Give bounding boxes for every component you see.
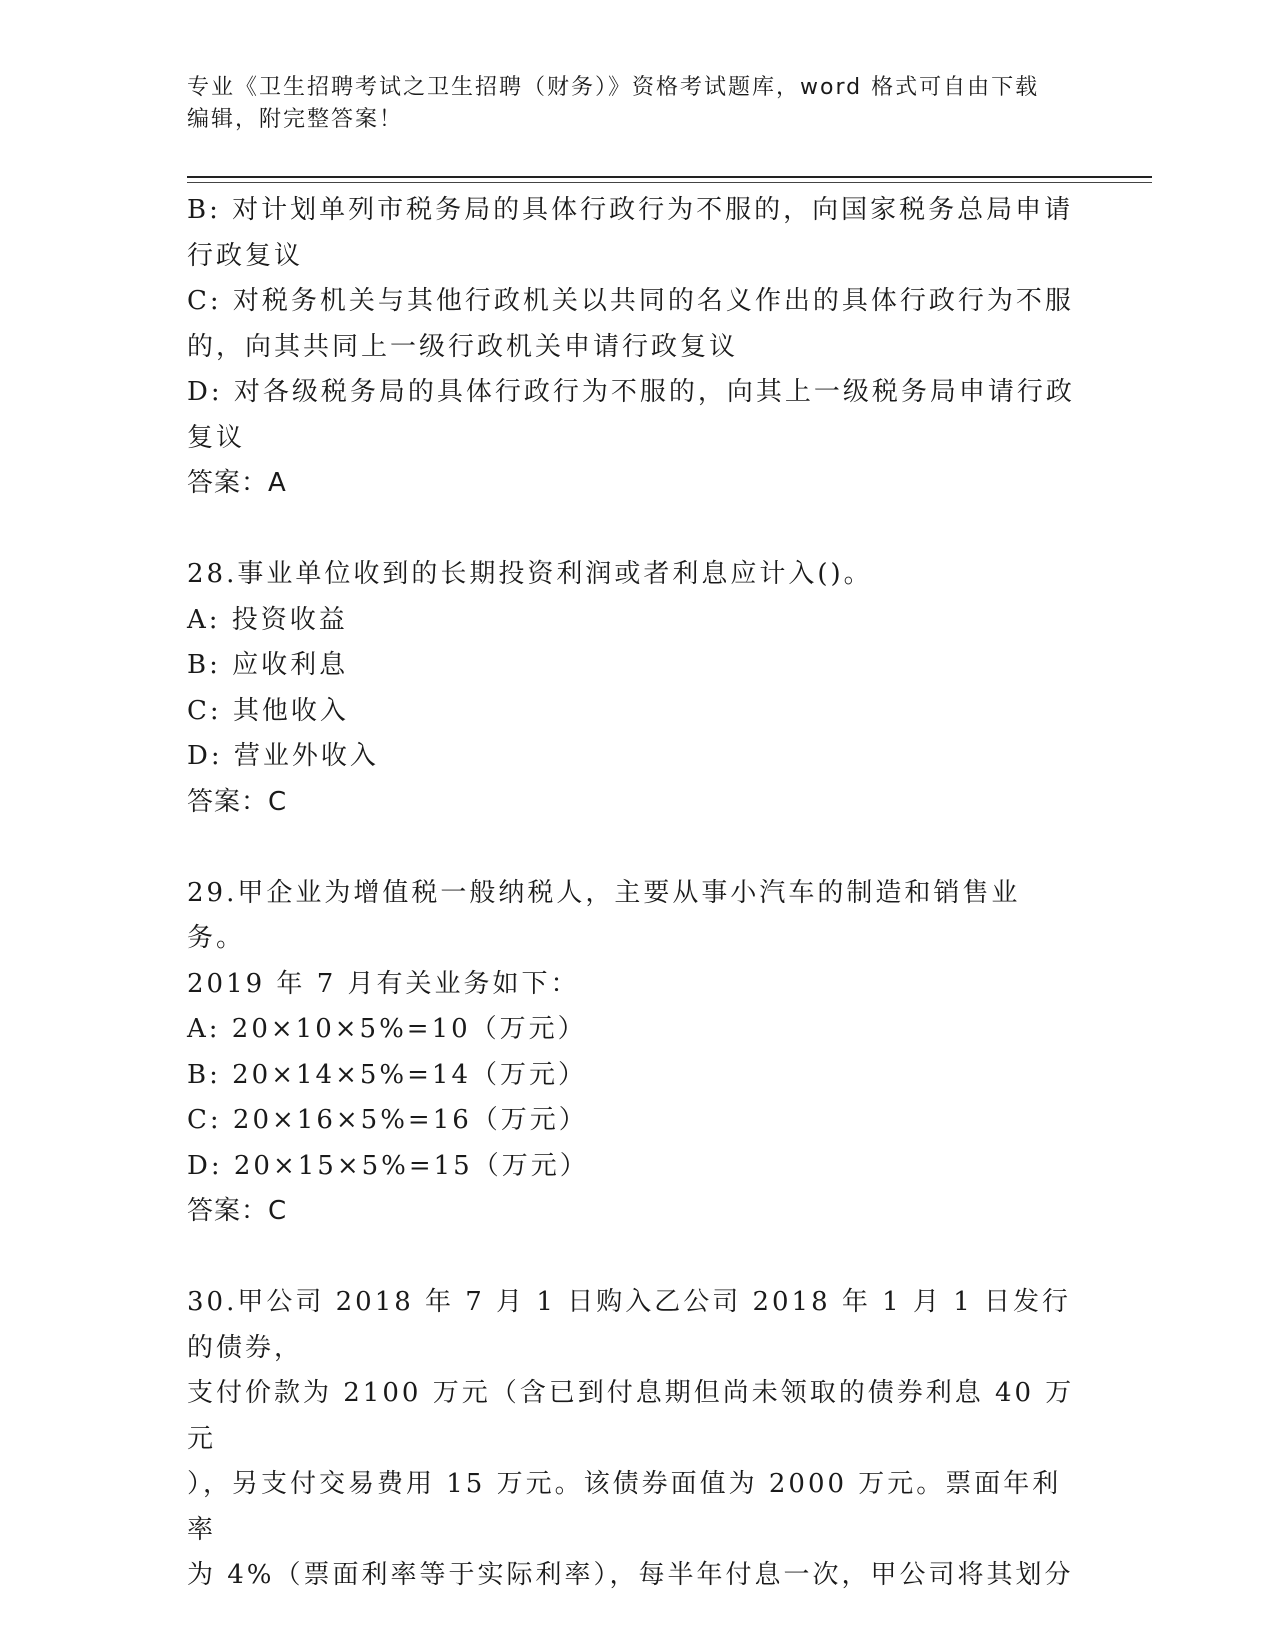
q30-line-2: 支付价款为 2100 万元（含已到付息期但尚未领取的债券利息 40 万元 <box>187 1378 1075 1454</box>
q27-option-c-line-2: 的，向其共同上一级行政机关申请行政复议 <box>187 331 739 362</box>
q28-option-d: D: 营业外收入 <box>187 741 379 771</box>
spacer <box>187 507 1077 553</box>
q27-option-b-line-2: 行政复议 <box>187 240 304 271</box>
q28-answer: 答案：C <box>187 786 288 817</box>
header-line-1: 专业《卫生招聘考试之卫生招聘（财务）》资格考试题库，word 格式可自由下载 <box>187 75 1040 100</box>
q29-question-line-1: 29.甲企业为增值税一般纳税人，主要从事小汽车的制造和销售业务。 <box>187 877 1021 953</box>
q27-option-c-line-1: C: 对税务机关与其他行政机关以共同的名义作出的具体行政行为不服 <box>187 286 1074 316</box>
q30-line-3: ），另支付交易费用 15 万元。该债券面值为 2000 万元。票面年利率 <box>187 1469 1062 1545</box>
header-line-2: 编辑，附完整答案！ <box>187 107 404 132</box>
spacer <box>187 1235 1077 1281</box>
header-divider-thick <box>187 176 1152 178</box>
q27-option-d-line-1: D: 对各级税务局的具体行政行为不服的，向其上一级税务局申请行政 <box>187 377 1075 407</box>
question-27-continuation <box>187 188 1077 507</box>
q27-option-b-line-1: B: 对计划单列市税务局的具体行政行为不服的，向国家税务总局申请 <box>187 195 1074 225</box>
q27-answer: 答案：A <box>187 468 287 498</box>
question-29 <box>187 871 1077 1235</box>
q29-answer: 答案：C <box>187 1196 288 1226</box>
question-30 <box>187 1280 1077 1599</box>
q28-option-b: B: 应收利息 <box>187 650 349 680</box>
document-body <box>187 188 1077 1599</box>
q29-question-line-2: 2019 年 7 月有关业务如下： <box>187 968 580 999</box>
q27-option-d-line-2: 复议 <box>187 422 246 453</box>
header-divider-thin <box>187 182 1152 183</box>
q29-option-a: A: 20×10×5%=10（万元） <box>187 1014 587 1044</box>
q29-option-b: B: 20×14×5%=14（万元） <box>187 1059 587 1090</box>
q29-option-c: C: 20×16×5%=16（万元） <box>187 1105 588 1135</box>
q30-line-1: 30.甲公司 2018 年 7 月 1 日购入乙公司 2018 年 1 月 1 日发行的债券， <box>187 1287 1072 1363</box>
spacer <box>187 825 1077 871</box>
q29-option-d: D: 20×15×5%=15（万元） <box>187 1150 589 1181</box>
q28-option-a: A: 投资收益 <box>187 604 348 635</box>
q28-question: 28.事业单位收到的长期投资利润或者利息应计入()。 <box>187 559 873 589</box>
document-header <box>187 72 1087 136</box>
question-28 <box>187 552 1077 825</box>
q28-option-c: C: 其他收入 <box>187 695 349 726</box>
q30-line-4: 为 4%（票面利率等于实际利率），每半年付息一次，甲公司将其划分 <box>187 1560 1074 1590</box>
